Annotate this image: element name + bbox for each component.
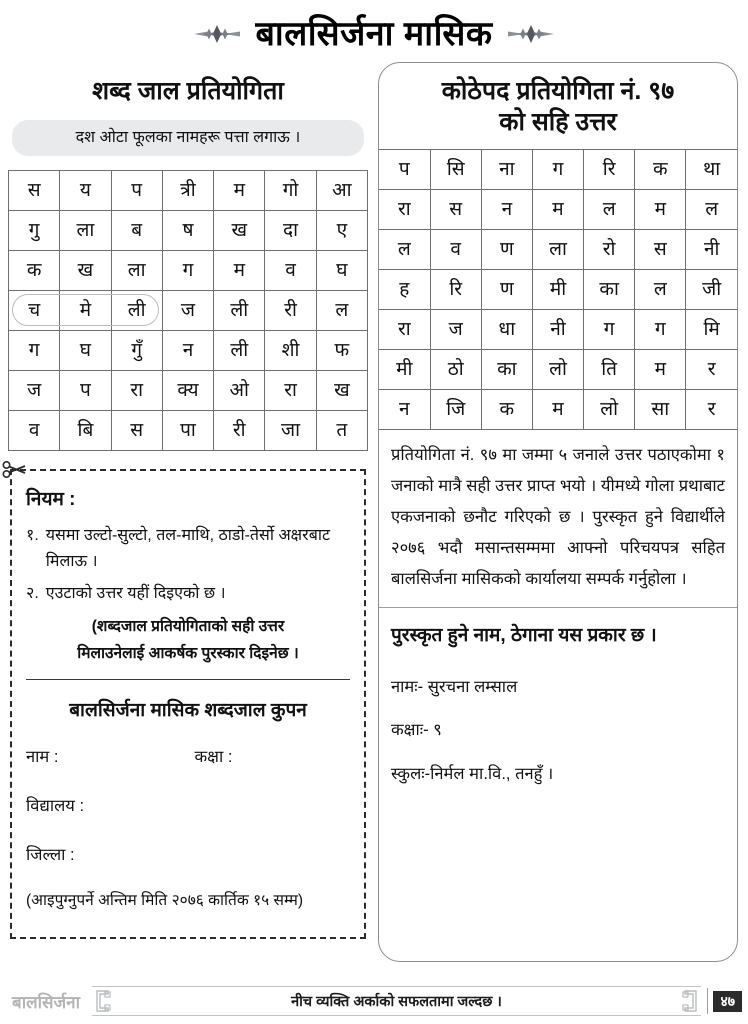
grid-cell[interactable]: ल <box>316 290 367 330</box>
grid-row <box>379 270 737 310</box>
grid-cell[interactable]: गु <box>9 210 60 250</box>
grid-cell[interactable]: गुँ <box>111 330 162 370</box>
grid-cell[interactable]: मे <box>60 290 111 330</box>
grid-cell[interactable]: ख <box>316 370 367 410</box>
grid-cell[interactable]: गो <box>265 170 316 210</box>
answer-card-title <box>379 63 737 149</box>
grid-cell[interactable]: ग <box>584 310 635 350</box>
grid-row <box>9 290 368 330</box>
grid-cell[interactable]: ली <box>111 290 162 330</box>
grid-cell[interactable]: व <box>265 250 316 290</box>
rule-item <box>26 581 350 607</box>
grid-cell[interactable]: र <box>686 350 737 390</box>
grid-cell[interactable]: प <box>111 170 162 210</box>
grid-cell[interactable]: प <box>60 370 111 410</box>
footer-brand: बालसिर्जना <box>12 992 80 1012</box>
grid-row <box>379 150 737 190</box>
grid-cell[interactable]: मी <box>379 350 430 390</box>
grid-cell[interactable]: ब <box>111 210 162 250</box>
grid-cell[interactable]: ला <box>532 230 583 270</box>
grid-row <box>379 310 737 350</box>
grid-cell[interactable]: व <box>430 230 481 270</box>
coupon-school-label: विद्यालय : <box>26 797 85 816</box>
grid-cell[interactable]: म <box>214 170 265 210</box>
grid-row <box>9 210 368 250</box>
grid-cell[interactable]: म <box>635 350 686 390</box>
winner-heading: पुरस्कृत हुने नाम, ठेगाना यस प्रकार छ । <box>391 625 657 647</box>
page-number: ४७ <box>713 991 742 1012</box>
answer-grid[interactable] <box>379 149 737 430</box>
grid-row <box>9 330 368 370</box>
grid-cell[interactable]: लो <box>532 350 583 390</box>
prize-note <box>28 614 348 667</box>
winner-school: स्कुलः-निर्मल मा.वि., तनहुँ । <box>391 764 554 783</box>
grid-cell[interactable]: का <box>481 350 532 390</box>
grid-cell[interactable]: न <box>481 190 532 230</box>
grid-cell[interactable]: घ <box>316 250 367 290</box>
grid-cell[interactable]: न <box>379 390 430 430</box>
grid-cell[interactable]: ग <box>162 250 213 290</box>
masthead <box>0 0 748 62</box>
grid-cell[interactable]: त्री <box>162 170 213 210</box>
grid-cell[interactable]: क्य <box>162 370 213 410</box>
grid-cell[interactable]: ष <box>162 210 213 250</box>
grid-row <box>9 410 368 450</box>
grid-cell[interactable]: म <box>635 190 686 230</box>
grid-cell[interactable]: जी <box>686 270 737 310</box>
grid-row <box>9 370 368 410</box>
grid-cell[interactable]: री <box>214 410 265 450</box>
grid-cell[interactable]: ल <box>686 190 737 230</box>
grid-cell[interactable]: आ <box>316 170 367 210</box>
word-search-hint: दश ओटा फूलका नामहरू पत्ता लगाऊ । <box>12 120 364 156</box>
grid-row <box>379 390 737 430</box>
grid-cell[interactable]: क <box>635 150 686 190</box>
winner-class: कक्षाः- ९ <box>391 721 442 740</box>
coupon-field-row[interactable] <box>26 793 350 816</box>
grid-cell[interactable]: ल <box>379 230 430 270</box>
grid-cell[interactable]: प <box>379 150 430 190</box>
rule-text: यसमा उल्टो-सुल्टो, तल-माथि, ठाडो-तेर्सो अक्षरबाट मिलाऊ । <box>45 526 331 570</box>
grid-cell[interactable]: दा <box>265 210 316 250</box>
rule-number: २. <box>26 584 39 602</box>
grid-row <box>379 350 737 390</box>
grid-cell[interactable]: रा <box>111 370 162 410</box>
corner-ornament-icon-right <box>681 990 697 1012</box>
grid-row <box>9 250 368 290</box>
grid-cell[interactable]: स <box>430 190 481 230</box>
grid-cell[interactable]: धा <box>481 310 532 350</box>
grid-cell[interactable]: च <box>9 290 60 330</box>
coupon-name-label: नाम : <box>26 748 59 767</box>
grid-cell[interactable]: नी <box>686 230 737 270</box>
grid-cell[interactable]: ति <box>584 350 635 390</box>
grid-cell[interactable]: सि <box>430 150 481 190</box>
grid-cell[interactable]: ण <box>481 270 532 310</box>
grid-cell[interactable]: स <box>635 230 686 270</box>
rules-coupon-card <box>10 469 366 939</box>
prize-note-line: मिलाउनेलाई आकर्षक पुरस्कार दिइनेछ । <box>77 644 299 662</box>
puzzle-grid-body <box>9 170 368 450</box>
footer-quote: नीच व्यक्ति अर्काको सफलतामा जल्दछ । <box>291 994 502 1010</box>
grid-cell[interactable]: रा <box>265 370 316 410</box>
grid-cell[interactable]: ला <box>60 210 111 250</box>
coupon-field-row[interactable] <box>26 744 350 767</box>
grid-cell[interactable]: फ <box>316 330 367 370</box>
coupon-district-label: जिल्ला : <box>26 846 75 865</box>
grid-cell[interactable]: नी <box>532 310 583 350</box>
grid-cell[interactable]: री <box>265 290 316 330</box>
grid-cell[interactable]: रो <box>584 230 635 270</box>
grid-cell[interactable]: क <box>9 250 60 290</box>
grid-cell[interactable]: ज <box>430 310 481 350</box>
coupon-deadline: (आइपुग्नुपर्ने अन्तिम मिति २०७६ कार्तिक १५ सम्म) <box>26 892 304 910</box>
card-spacer <box>379 785 737 961</box>
right-column <box>378 62 738 962</box>
grid-cell[interactable]: ण <box>481 230 532 270</box>
grid-cell[interactable]: र <box>686 390 737 430</box>
grid-cell[interactable]: स <box>111 410 162 450</box>
corner-ornament-icon-left <box>96 990 112 1012</box>
answer-title-line-1: कोठेपद प्रतियोगिता नं. ९७ <box>441 77 675 105</box>
coupon-class-label: कक्षा : <box>194 748 233 767</box>
answer-title-line-2: को सहि उत्तर <box>499 107 617 136</box>
grid-cell[interactable]: स <box>9 170 60 210</box>
grid-cell[interactable]: जि <box>430 390 481 430</box>
grid-cell[interactable]: य <box>60 170 111 210</box>
scissors-icon <box>2 459 28 481</box>
grid-cell[interactable]: म <box>532 190 583 230</box>
grid-cell[interactable]: का <box>584 270 635 310</box>
grid-cell[interactable]: घ <box>60 330 111 370</box>
winner-name: नामः- सुरचना लम्साल <box>391 677 518 696</box>
grid-cell[interactable]: ज <box>162 290 213 330</box>
grid-cell[interactable]: ख <box>60 250 111 290</box>
grid-cell[interactable]: ज <box>9 370 60 410</box>
grid-row <box>379 190 737 230</box>
puzzle-grid-wrapper <box>8 170 368 451</box>
grid-cell[interactable]: ओ <box>214 370 265 410</box>
coupon-district-value <box>194 842 350 865</box>
rule-item <box>26 523 350 575</box>
grid-cell[interactable]: रा <box>379 190 430 230</box>
grid-cell[interactable]: मी <box>532 270 583 310</box>
answer-grid-body <box>379 150 737 430</box>
grid-cell[interactable]: ना <box>481 150 532 190</box>
grid-cell[interactable]: ली <box>214 290 265 330</box>
answer-card <box>378 62 738 962</box>
grid-cell[interactable]: रि <box>430 270 481 310</box>
footer-quote-bar <box>92 986 701 1016</box>
diamond-ornament-icon-left <box>194 24 240 44</box>
word-search-heading: शब्द जाल प्रतियोगिता <box>92 77 284 105</box>
grid-cell[interactable]: ठो <box>430 350 481 390</box>
grid-cell[interactable]: व <box>9 410 60 450</box>
grid-cell[interactable]: ग <box>532 150 583 190</box>
grid-cell[interactable]: ग <box>635 310 686 350</box>
grid-cell[interactable]: लो <box>584 390 635 430</box>
grid-cell[interactable]: शी <box>265 330 316 370</box>
grid-cell[interactable]: ली <box>214 330 265 370</box>
grid-cell[interactable]: क <box>481 390 532 430</box>
grid-cell[interactable]: रि <box>584 150 635 190</box>
left-column <box>8 62 368 939</box>
answer-grid-wrapper <box>379 149 737 430</box>
answer-paragraph: प्रतियोगिता नं. ९७ मा जम्मा ५ जनाले उत्तर पठाएकोमा १ जनाको मात्रै सही उत्तर प्राप्त भयो । यीमध्ये गोला प्रथाबाट एकजनाको छनौट गरिएको छ । पुरस्कृत हुने विद्यार्थीले २०७६ भदौ मसान्तसम्ममा आफ्नो परिचयपत्र सहित बालसिर्जना मासिकको कार्यालया सम्पर्क गर्नुहोला । <box>391 446 725 589</box>
coupon-school-value <box>194 793 350 816</box>
grid-cell[interactable]: ला <box>111 250 162 290</box>
rules-title: नियम : <box>26 488 76 510</box>
grid-cell[interactable]: म <box>214 250 265 290</box>
grid-cell[interactable]: त <box>316 410 367 450</box>
grid-cell[interactable]: ग <box>9 330 60 370</box>
grid-cell[interactable]: सा <box>635 390 686 430</box>
grid-cell[interactable]: जा <box>265 410 316 450</box>
grid-row <box>9 170 368 210</box>
grid-cell[interactable]: ख <box>214 210 265 250</box>
word-search-grid[interactable] <box>8 170 368 451</box>
rule-text: एउटाको उत्तर यहीं दिइएको छ । <box>45 584 226 602</box>
grid-cell[interactable]: म <box>532 390 583 430</box>
grid-cell[interactable]: ल <box>584 190 635 230</box>
page-footer <box>0 978 748 1024</box>
page-title: बालसिर्जना मासिक <box>255 15 493 53</box>
grid-cell[interactable]: बि <box>60 410 111 450</box>
coupon-field-row[interactable] <box>26 842 350 865</box>
grid-cell[interactable]: था <box>686 150 737 190</box>
diamond-ornament-icon-right <box>508 24 554 44</box>
grid-cell[interactable]: ए <box>316 210 367 250</box>
grid-cell[interactable]: ह <box>379 270 430 310</box>
coupon-divider <box>26 679 350 680</box>
footer-separator <box>707 988 708 1014</box>
grid-cell[interactable]: न <box>162 330 213 370</box>
grid-cell[interactable]: ल <box>635 270 686 310</box>
grid-cell[interactable]: पा <box>162 410 213 450</box>
grid-row <box>379 230 737 270</box>
grid-cell[interactable]: मि <box>686 310 737 350</box>
rule-number: १. <box>26 526 39 544</box>
coupon-title: बालसिर्जना मासिक शब्दजाल कुपन <box>69 700 307 722</box>
content-columns <box>0 62 748 962</box>
prize-note-line: (शब्दजाल प्रतियोगिताको सही उत्तर <box>91 618 285 636</box>
grid-cell[interactable]: रा <box>379 310 430 350</box>
